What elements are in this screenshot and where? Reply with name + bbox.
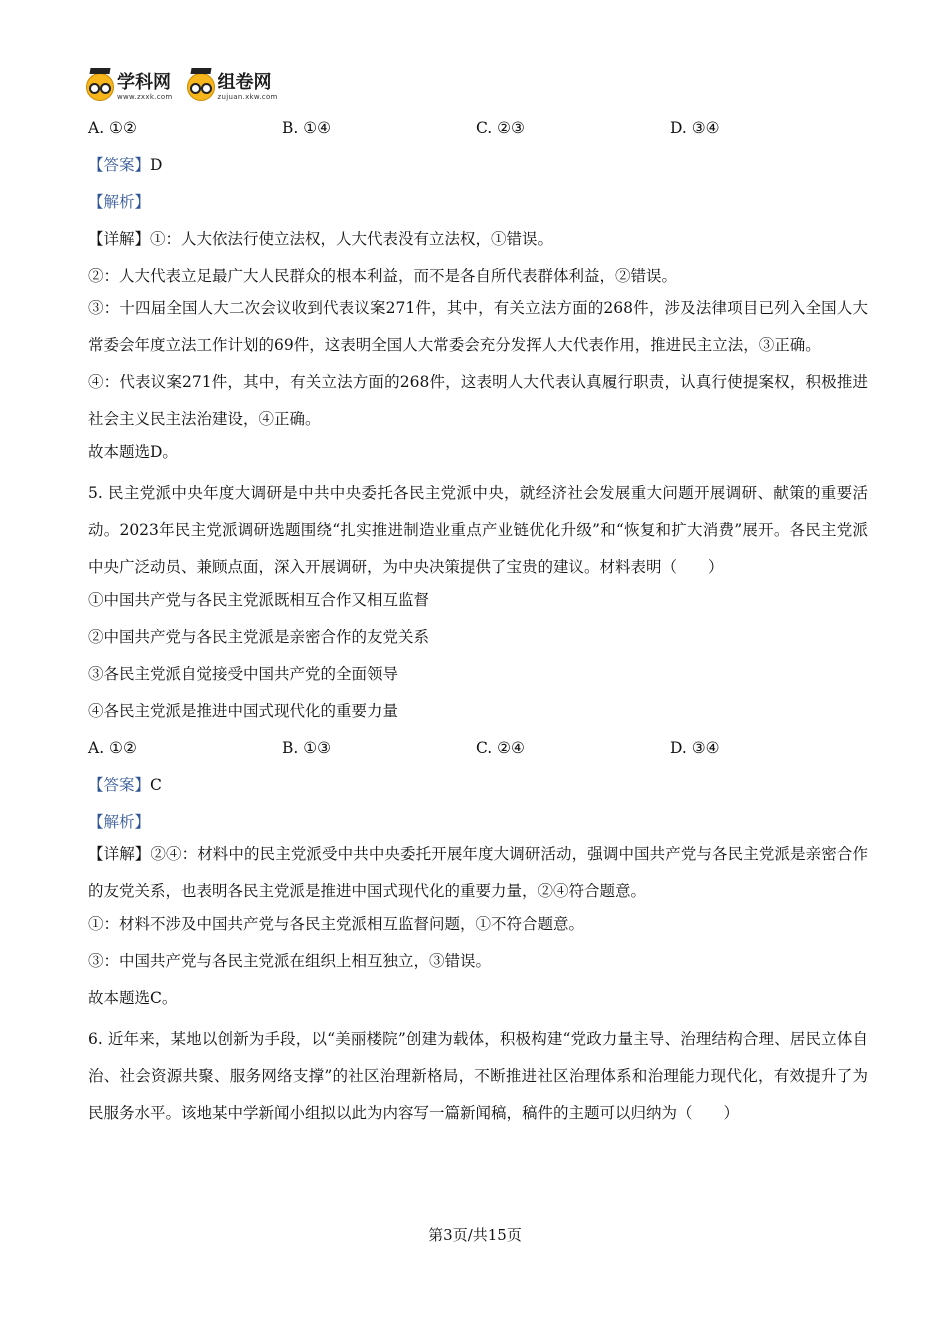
q5-statement-2: ②中国共产党与各民主党派是亲密合作的友党关系: [88, 628, 430, 646]
logo-name: 组卷网: [217, 71, 272, 93]
q4-answer: 【答案】D: [88, 156, 163, 174]
q5-detail-2: ①：材料不涉及中国共产党与各民主党派相互监督问题，①不符合题意。: [88, 915, 585, 933]
option-a: A. ①②: [88, 119, 137, 137]
option-c: C. ②④: [476, 739, 525, 757]
q4-conclusion: 故本题选D。: [88, 443, 178, 461]
logo-url: www.zxxk.com: [117, 92, 173, 101]
option-c: C. ②③: [476, 119, 525, 137]
q4-detail-2: ②：人大代表立足最广大人民群众的根本利益，而不是各自所代表群体利益，②错误。: [88, 267, 678, 285]
q4-analysis-tag: 【解析】: [88, 193, 151, 211]
q5-statement-4: ④各民主党派是推进中国式现代化的重要力量: [88, 702, 399, 720]
option-a: A. ①②: [88, 739, 137, 757]
xuekewang-logo: [86, 73, 173, 101]
header-logos: [86, 70, 278, 104]
zujuanwang-logo: [187, 73, 278, 101]
q5-analysis-tag: 【解析】: [88, 813, 151, 831]
owl-mascot-icon: [86, 73, 114, 101]
q6-stem: 6. 近年来，某地以创新为手段，以“美丽楼院”创建为载体，积极构建“党政力量主导、治理结构合理、居民立体自治、社会资源共聚、服务网络支撑”的社区治理新格局，不断推进社区治理体系和治理能力现代化，有效提升了为民服务水平。该地某中学新闻小组拟以此为内容写一篇新闻稿，稿件的主题可以归纳为（ ）: [88, 1030, 868, 1122]
option-b: B. ①④: [282, 119, 332, 137]
q5-conclusion: 故本题选C。: [88, 989, 178, 1007]
q5-stem: 5. 民主党派中央年度大调研是中共中央委托各民主党派中央，就经济社会发展重大问题开展调研、献策的重要活动。2023年民主党派调研选题围绕“扎实推进制造业重点产业链优化升级”和“恢复和扩大消费”展开。各民主党派中央广泛动员、兼顾点面，深入开展调研，为中央决策提供了宝贵的建议。材料表明（ ）: [88, 484, 868, 576]
page-number: 第3页/共15页: [428, 1226, 522, 1244]
option-b: B. ①③: [282, 739, 332, 757]
q4-detail-4: ④：代表议案271件，其中，有关立法方面的268件，这表明人大代表认真履行职责，认真行使提案权，积极推进社会主义民主法治建设，④正确。: [88, 373, 868, 428]
document-body: [88, 114, 868, 1132]
q5-detail-3: ③：中国共产党与各民主党派在组织上相互独立，③错误。: [88, 952, 492, 970]
option-d: D. ③④: [670, 739, 720, 757]
q4-detail-3: ③：十四届全国人大二次会议收到代表议案271件，其中，有关立法方面的268件，涉及法律项目已列入全国人大常委会年度立法工作计划的69件，这表明全国人大常委会充分发挥人大代表作用，推进民主立法，③正确。: [88, 299, 868, 354]
q5-detail-1: 【详解】②④：材料中的民主党派受中共中央委托开展年度大调研活动，强调中国共产党与各民主党派是亲密合作的友党关系，也表明各民主党派是推进中国式现代化的重要力量，②④符合题意。: [88, 845, 868, 900]
q5-options: [88, 734, 868, 762]
q4-detail-1: 【详解】①：人大依法行使立法权，人大代表没有立法权，①错误。: [88, 230, 554, 248]
logo-url: zujuan.xkw.com: [217, 92, 278, 101]
owl-mascot-icon: [187, 73, 215, 101]
q4-options: [88, 114, 868, 142]
q5-statement-3: ③各民主党派自觉接受中国共产党的全面领导: [88, 665, 399, 683]
q5-answer: 【答案】C: [88, 776, 162, 794]
option-d: D. ③④: [670, 119, 720, 137]
q5-statement-1: ①中国共产党与各民主党派既相互合作又相互监督: [88, 591, 430, 609]
logo-name: 学科网: [117, 71, 171, 93]
